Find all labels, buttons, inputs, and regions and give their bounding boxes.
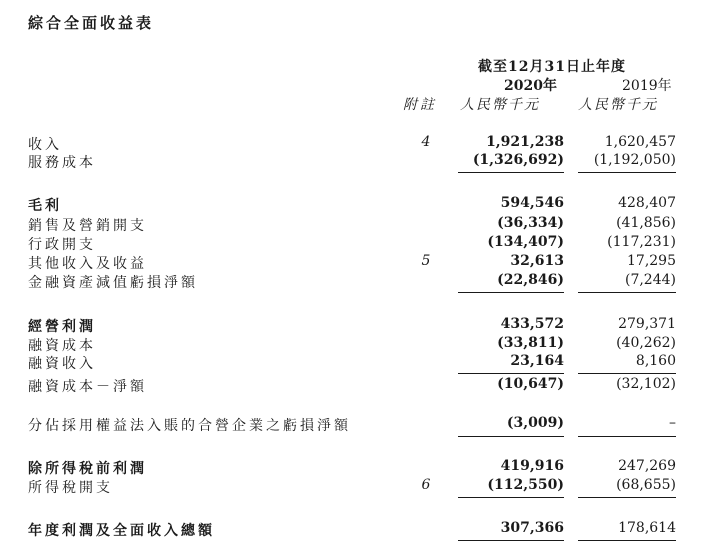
unit-current-header: 人民幣千元 [460,97,540,113]
statement-title: 綜合全面收益表 [28,14,155,32]
table-row [0,253,720,273]
row-label: 分佔採用權益法入賬的合營企業之虧損淨額 [28,418,351,434]
table-row [0,215,720,235]
row-label: 所得稅開支 [28,480,113,496]
period-header: 截至12月31日止年度 [478,59,626,75]
row-label: 融資收入 [28,356,96,372]
row-value-prior: (7,244) [624,272,676,288]
table-row [0,316,720,336]
subtotal-rule [578,172,676,173]
table-row [0,520,720,540]
subtotal-rule [458,373,564,374]
row-note: 6 [421,477,431,493]
row-value-current: 32,613 [510,253,564,269]
unit-prior-header: 人民幣千元 [578,97,658,113]
row-label: 年度利潤及全面收入總額 [28,523,215,539]
subtotal-rule [458,172,564,173]
row-value-prior: 1,620,457 [604,134,676,150]
row-value-current: 419,916 [500,458,564,474]
table-row [0,353,720,373]
subtotal-rule [578,436,676,437]
table-row [0,376,720,396]
row-value-prior: 17,295 [627,253,676,269]
table-row [0,415,720,435]
table-row [0,272,720,292]
note-column-header: 附註 [403,97,437,113]
row-value-current: (1,326,692) [472,152,564,168]
row-note: 4 [421,134,431,150]
row-label: 銷售及營銷開支 [28,218,147,234]
year-prior-header: 2019年 [622,78,672,94]
subtotal-rule [458,436,564,437]
row-value-prior: 8,160 [635,353,676,369]
row-label: 服務成本 [28,155,96,171]
row-value-prior: (40,262) [616,335,676,351]
row-value-prior: (117,231) [607,234,676,250]
row-value-current: 307,366 [500,520,564,536]
row-value-current: (33,811) [497,335,564,351]
row-value-current: 1,921,238 [486,134,564,150]
row-label: 其他收入及收益 [28,256,147,272]
row-value-prior: 428,407 [618,195,676,211]
row-value-current: (36,334) [497,215,564,231]
table-row [0,152,720,172]
row-label: 融資成本 [28,338,96,354]
row-value-current: 594,546 [500,195,564,211]
row-value-prior: 279,371 [618,316,676,332]
subtotal-rule [458,292,564,293]
year-current-header: 2020年 [504,78,557,94]
row-value-prior: (1,192,050) [593,152,676,168]
subtotal-rule [578,292,676,293]
row-value-prior: (41,856) [616,215,676,231]
row-value-current: (134,407) [487,234,564,250]
row-value-current: (112,550) [487,477,564,493]
row-value-prior: 178,614 [618,520,676,536]
row-label: 毛利 [28,198,62,214]
row-label: 行政開支 [28,237,96,253]
table-row [0,458,720,478]
row-value-current: (3,009) [506,415,564,431]
total-rule [458,540,564,541]
subtotal-rule [578,373,676,374]
row-value-current: (10,647) [497,376,564,392]
table-row [0,477,720,497]
row-label: 收入 [28,137,62,153]
row-value-current: 23,164 [510,353,564,369]
subtotal-rule [458,497,564,498]
table-row [0,134,720,154]
row-value-current: 433,572 [500,316,564,332]
row-note: 5 [421,253,431,269]
row-value-prior: (68,655) [616,477,676,493]
table-row [0,335,720,355]
row-value-prior: 247,269 [618,458,676,474]
table-row [0,234,720,254]
row-label: 融資成本－淨額 [28,379,147,395]
row-label: 除所得稅前利潤 [28,461,147,477]
table-row [0,195,720,215]
row-label: 經營利潤 [28,319,96,335]
subtotal-rule [578,497,676,498]
row-label: 金融資產減值虧損淨額 [28,275,198,291]
total-rule [578,540,676,541]
row-value-prior: (32,102) [616,376,676,392]
row-value-prior: – [669,415,676,431]
row-value-current: (22,846) [497,272,564,288]
